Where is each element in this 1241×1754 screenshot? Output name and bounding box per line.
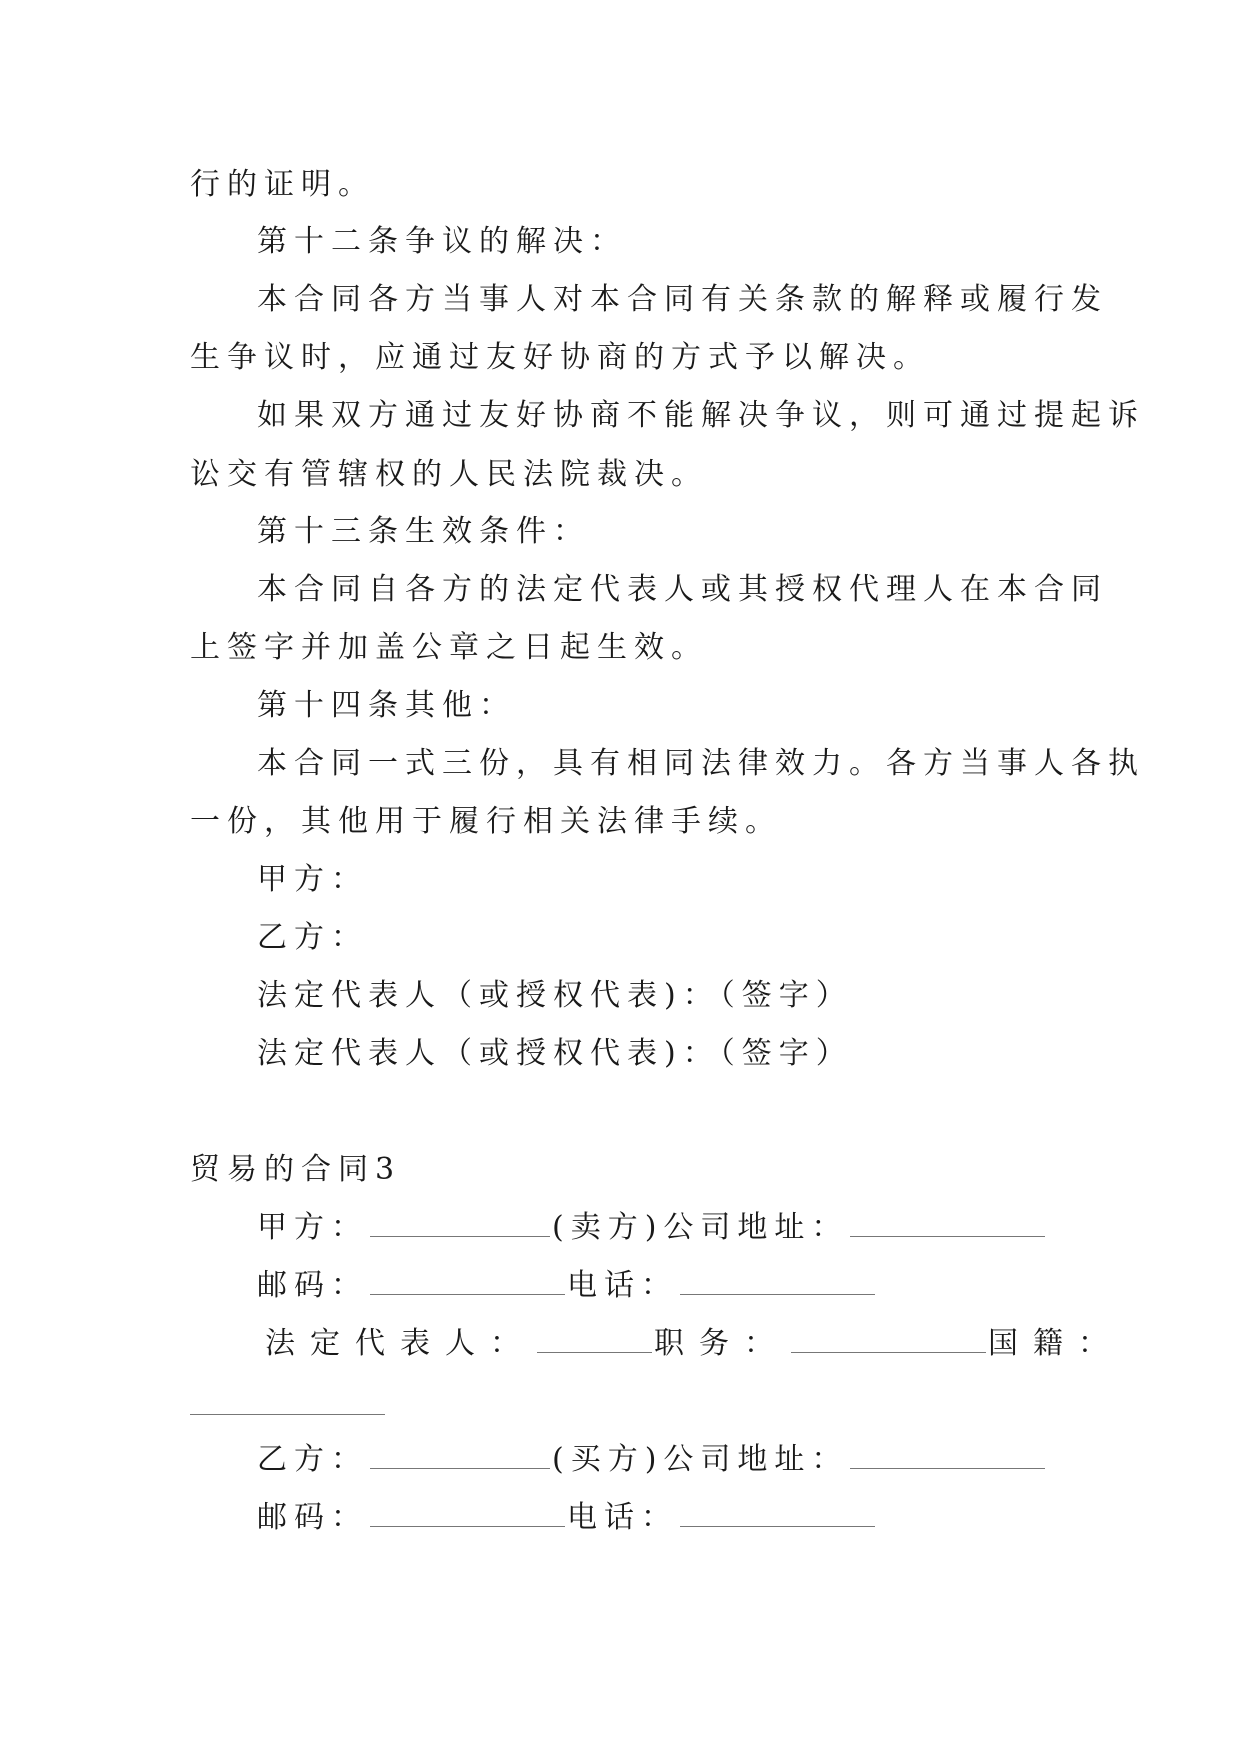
paragraph-line: 讼交有管辖权的人民法院裁决。	[190, 457, 708, 492]
party-a-row	[257, 1208, 1117, 1248]
article-14-heading: 第十四条其他：	[257, 688, 516, 723]
legal-rep-row	[265, 1324, 1125, 1364]
party-b-row	[257, 1440, 1117, 1480]
party-b-contact-row	[257, 1498, 1117, 1538]
section-title: 贸易的合同3	[190, 1152, 402, 1187]
buyer-address-blank[interactable]	[850, 1442, 1045, 1469]
phone-label: 电话：	[567, 1268, 678, 1303]
position-label: 职务：	[654, 1326, 789, 1361]
legal-rep-blank[interactable]	[537, 1326, 652, 1353]
party-a-contact-row	[257, 1266, 1117, 1306]
paragraph-line: 本合同一式三份，具有相同法律效力。各方当事人各执	[257, 746, 1145, 781]
party-b-name-blank[interactable]	[370, 1442, 550, 1469]
paragraph-line: 生争议时，应通过友好协商的方式予以解决。	[190, 340, 930, 375]
seller-address-label: (卖方)公司地址：	[552, 1210, 849, 1245]
party-a-label: 甲方：	[257, 1210, 368, 1245]
postcode-label: 邮码：	[257, 1268, 368, 1303]
legal-rep-label: 法定代表人：	[265, 1326, 535, 1361]
postcode-label: 邮码：	[257, 1500, 368, 1535]
postcode-blank[interactable]	[370, 1268, 565, 1295]
phone-blank[interactable]	[680, 1500, 875, 1527]
paragraph-line: 上签字并加盖公章之日起生效。	[190, 630, 708, 665]
signature-line: 法定代表人（或授权代表)：（签字）	[257, 1036, 853, 1071]
nationality-blank[interactable]	[190, 1414, 385, 1415]
phone-label: 电话：	[567, 1500, 678, 1535]
paragraph-line: 本合同各方当事人对本合同有关条款的解释或履行发	[257, 282, 1108, 317]
postcode-blank[interactable]	[370, 1500, 565, 1527]
party-a-name-blank[interactable]	[370, 1210, 550, 1237]
paragraph-line: 本合同自各方的法定代表人或其授权代理人在本合同	[257, 572, 1108, 607]
article-13-heading: 第十三条生效条件：	[257, 514, 590, 549]
position-blank[interactable]	[791, 1326, 986, 1353]
paragraph-line: 一份，其他用于履行相关法律手续。	[190, 804, 782, 839]
buyer-address-label: (买方)公司地址：	[552, 1442, 849, 1477]
signature-line: 法定代表人（或授权代表)：（签字）	[257, 978, 853, 1013]
party-a-line: 甲方：	[257, 862, 368, 897]
paragraph-line: 行的证明。	[190, 167, 375, 202]
party-b-label: 乙方：	[257, 1442, 368, 1477]
party-b-line: 乙方：	[257, 920, 368, 955]
nationality-label: 国籍：	[988, 1326, 1123, 1361]
seller-address-blank[interactable]	[850, 1210, 1045, 1237]
article-12-heading: 第十二条争议的解决：	[257, 224, 627, 259]
phone-blank[interactable]	[680, 1268, 875, 1295]
paragraph-line: 如果双方通过友好协商不能解决争议，则可通过提起诉	[257, 398, 1145, 433]
